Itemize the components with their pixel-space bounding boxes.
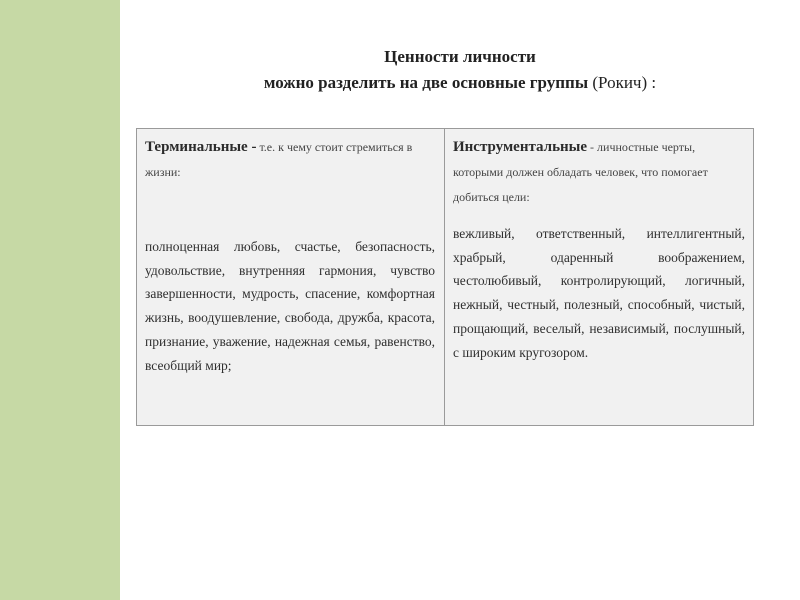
instrumental-values-list: вежливый, ответственный, интеллигентный, храбрый, одаренный воображением, честолюбивый, контролирующий, логичный, нежный, честный, полезный, способный, чистый, прощающий, веселый, независимый, послушный, с широким кругозором. xyxy=(453,226,745,360)
terminal-values-list: полноценная любовь, счастье, безопасность, удовольствие, внутренняя гармония, чувство завершенности, мудрость, спасение, комфортная жизнь, воодушевление, свобода, дружба, красота, признание, уважение, надежная семья, равенство, всеобщий мир; xyxy=(145,239,435,373)
instrumental-heading: Инструментальные xyxy=(453,139,588,155)
title-line-1: Ценности личности xyxy=(384,47,536,66)
terminal-header xyxy=(145,135,435,185)
title-line-2-author: (Рокич) : xyxy=(588,73,657,92)
instrumental-values-column xyxy=(453,135,745,364)
instrumental-subtitle: - личностные черты, которыми должен обладать человек, что помогает добиться цели: xyxy=(453,140,708,204)
terminal-values-column xyxy=(145,135,435,377)
title-line-2-main: можно разделить на две основные группы xyxy=(263,73,589,92)
terminal-subtitle: т.е. к чему стоит стремиться в жизни: xyxy=(145,140,413,179)
values-table xyxy=(136,128,754,426)
slide-title xyxy=(120,44,800,96)
instrumental-header xyxy=(453,135,745,210)
terminal-heading: Терминальные - xyxy=(145,139,257,155)
title-line-2 xyxy=(120,70,800,96)
slide-sidebar-accent xyxy=(0,0,120,600)
column-divider xyxy=(444,129,445,425)
